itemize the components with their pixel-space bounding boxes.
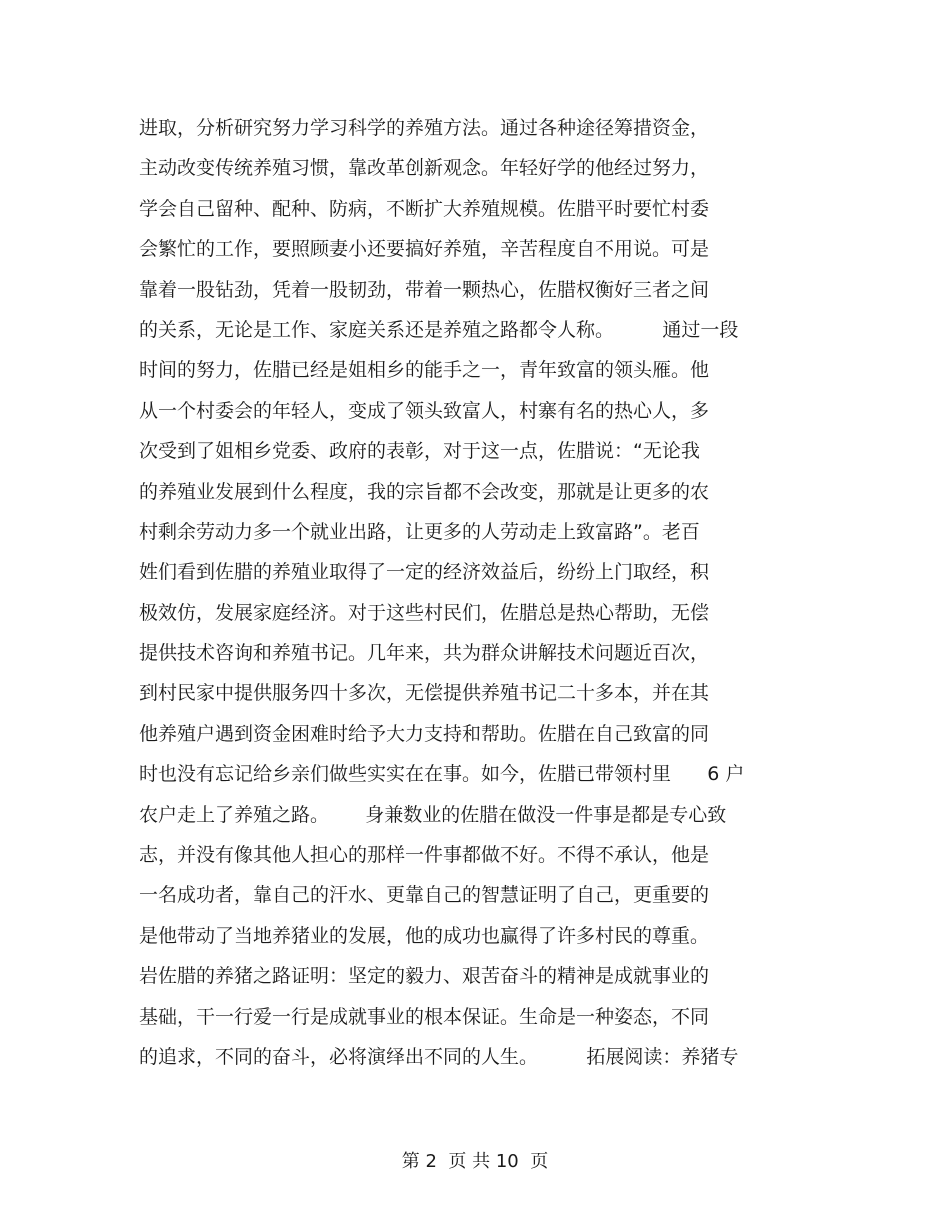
text-line: 学会自己留种、配种、防病，不断扩大养殖规模。佐腊平时要忙村委	[139, 197, 710, 220]
text-line: 姓们看到佐腊的养殖业取得了一定的经济效益后，纷纷上门取经，积	[139, 561, 710, 584]
text-line: 到村民家中提供服务四十多次，无偿提供养殖书记二十多本，并在其	[139, 682, 710, 705]
text-line: 的关系，无论是工作、家庭关系还是养殖之路都令人称。 通过一段	[139, 318, 739, 341]
text-line: 一名成功者，靠自己的汗水、更靠自己的智慧证明了自己，更重要的	[139, 884, 710, 907]
text-line: 农户走上了养殖之路。 身兼数业的佐腊在做没一件事是都是专心致	[139, 803, 727, 826]
text-line: 提供技术咨询和养殖书记。几年来，共为群众讲解技术问题近百次，	[139, 642, 710, 665]
text-line: 的养殖业发展到什么程度，我的宗旨都不会改变，那就是让更多的农	[139, 480, 710, 503]
text-line: 岩佐腊的养猪之路证明：坚定的毅力、艰苦奋斗的精神是成就事业的	[139, 965, 710, 988]
body-text	[139, 108, 799, 1077]
text-line: 次受到了姐相乡党委、政府的表彰，对于这一点，佐腊说：“无论我	[139, 440, 700, 463]
text-line: 时也没有忘记给乡亲们做些实实在在事。如今，佐腊已带领村里 6 户	[139, 763, 745, 786]
page-footer: 第 2 页 共 10 页	[401, 1151, 549, 1172]
text-line: 是他带动了当地养猪业的发展，他的成功也赢得了许多村民的尊重。	[139, 924, 710, 947]
text-line: 极效仿，发展家庭经济。对于这些村民们，佐腊总是热心帮助，无偿	[139, 601, 710, 624]
text-line: 基础，干一行爱一行是成就事业的根本保证。生命是一种姿态，不同	[139, 1005, 710, 1028]
text-line: 志，并没有像其他人担心的那样一件事都做不好。不得不承认，他是	[139, 844, 710, 867]
text-line: 主动改变传统养殖习惯，靠改革创新观念。年轻好学的他经过努力，	[139, 157, 710, 180]
text-line: 靠着一股钻劲，凭着一股韧劲，带着一颗热心，佐腊权衡好三者之间	[139, 278, 710, 301]
text-line: 从一个村委会的年轻人，变成了领头致富人，村寨有名的热心人，多	[139, 399, 710, 422]
text-line: 他养殖户遇到资金困难时给予大力支持和帮助。佐腊在自己致富的同	[139, 722, 710, 745]
text-line: 会繁忙的工作，要照顾妻小还要搞好养殖，辛苦程度自不用说。可是	[139, 238, 710, 261]
text-line: 进取，分析研究努力学习科学的养殖方法。通过各种途径筹措资金，	[139, 117, 710, 139]
text-line: 时间的努力，佐腊已经是姐相乡的能手之一，青年致富的领头雁。他	[139, 359, 710, 382]
text-line: 村剩余劳动力多一个就业出路，让更多的人劳动走上致富路”。老百	[139, 520, 700, 543]
text-line: 的追求，不同的奋斗，必将演绎出不同的人生。 拓展阅读：养猪专	[139, 1045, 739, 1068]
